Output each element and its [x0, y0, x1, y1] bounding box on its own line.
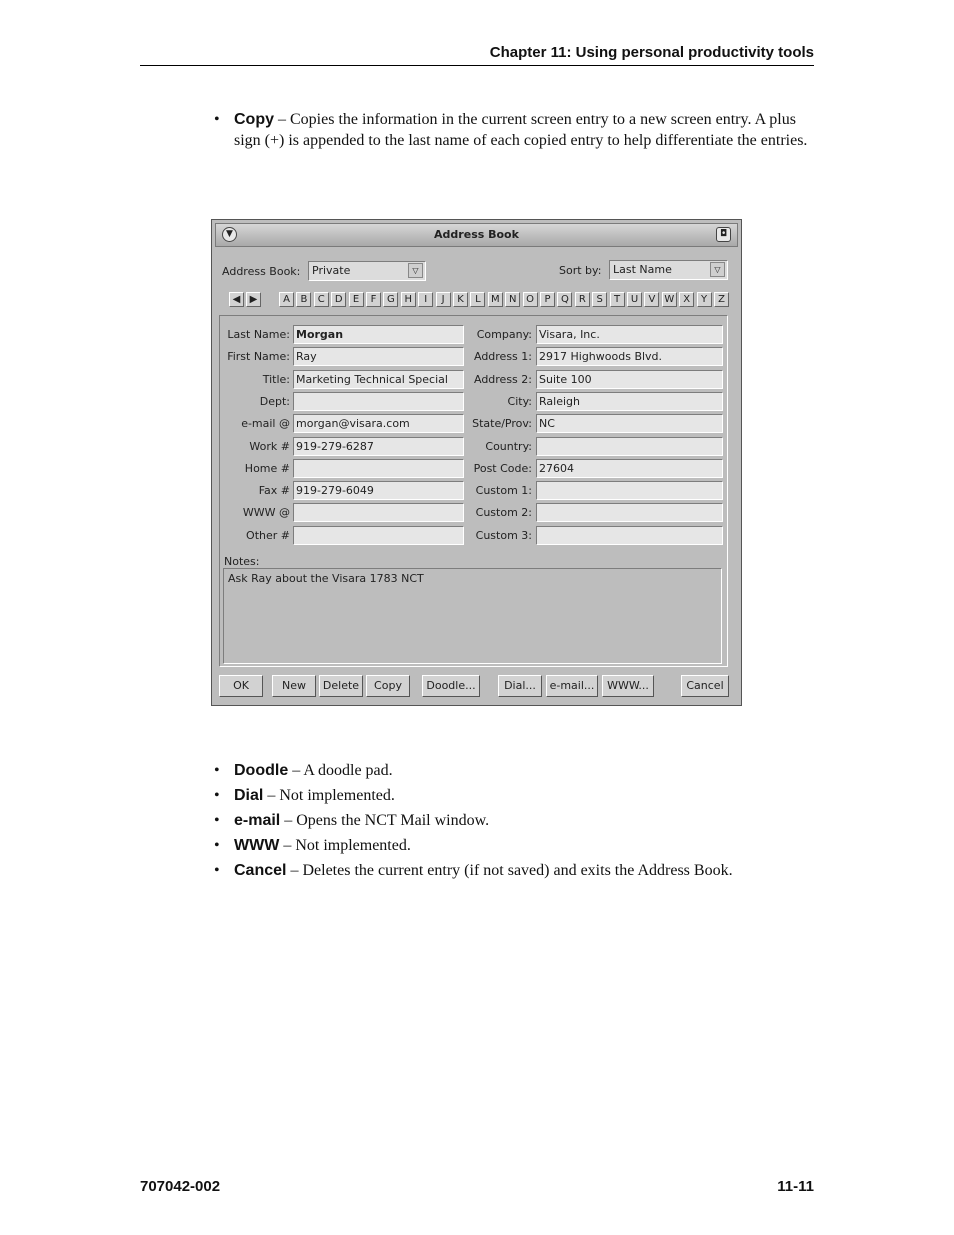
letter-button-s[interactable]: S — [592, 292, 607, 307]
dial-button[interactable]: Dial... — [498, 675, 542, 697]
letter-button-j[interactable]: J — [436, 292, 451, 307]
address-book-label: Address Book: — [222, 265, 301, 278]
field-input[interactable]: Ray — [293, 347, 464, 366]
www-button[interactable]: WWW... — [602, 675, 654, 697]
bullet-term: e-mail — [234, 812, 281, 829]
field-input[interactable] — [536, 481, 723, 500]
field-input[interactable] — [293, 392, 464, 411]
field-label: Address 2: — [473, 372, 532, 386]
header-rule — [140, 65, 814, 66]
field-input[interactable]: Raleigh — [536, 392, 723, 411]
letter-button-b[interactable]: B — [296, 292, 311, 307]
field-input[interactable]: Marketing Technical Special — [293, 370, 464, 389]
bullet-cancel — [214, 858, 814, 883]
letter-button-n[interactable]: N — [505, 292, 520, 307]
letter-button-z[interactable]: Z — [714, 292, 729, 307]
field-label: Custom 2: — [475, 506, 532, 520]
bullet-doodle — [214, 758, 814, 783]
letter-button-h[interactable]: H — [401, 292, 416, 307]
bullet-term: Doodle — [234, 762, 289, 779]
field-input[interactable]: morgan@visara.com — [293, 414, 464, 433]
previous-arrow-icon[interactable]: ◀ — [229, 292, 244, 307]
letter-button-t[interactable]: T — [610, 292, 625, 307]
button-bullet-list — [214, 758, 814, 883]
letter-button-g[interactable]: G — [383, 292, 398, 307]
doodle-button[interactable]: Doodle... — [422, 675, 480, 697]
bullet-text: – Opens the NCT Mail window. — [280, 812, 490, 829]
field-label: Home # — [244, 461, 290, 475]
field-label: Other # — [246, 528, 290, 542]
field-label: Country: — [485, 439, 532, 453]
bullet-email — [214, 808, 814, 833]
field-label: Title: — [262, 372, 290, 386]
letter-button-m[interactable]: M — [488, 292, 503, 307]
letter-button-q[interactable]: Q — [557, 292, 572, 307]
address-book-window — [211, 219, 742, 706]
field-label: Last Name: — [227, 328, 290, 341]
field-input[interactable]: 919-279-6049 — [293, 481, 464, 500]
letter-button-a[interactable]: A — [279, 292, 294, 307]
bullet-dial — [214, 783, 814, 808]
field-label: Post Code: — [473, 461, 532, 475]
copy-button[interactable]: Copy — [366, 675, 410, 697]
address-book-value: Private — [312, 264, 351, 277]
intro-bullet-list — [214, 109, 814, 151]
field-label: Fax # — [258, 484, 290, 498]
letter-button-o[interactable]: O — [523, 292, 538, 307]
field-input[interactable] — [536, 526, 723, 545]
field-input[interactable] — [536, 503, 723, 522]
field-label: e-mail @ — [241, 417, 290, 431]
field-input[interactable]: Suite 100 — [536, 370, 723, 389]
delete-button[interactable]: Delete — [319, 675, 363, 697]
bullet-text: – Deletes the current entry (if not saved) and exits the Address Book. — [286, 862, 733, 879]
letter-button-f[interactable]: F — [366, 292, 381, 307]
document-number: 707042-002 — [140, 1178, 221, 1195]
field-input[interactable]: 2917 Highwoods Blvd. — [536, 347, 723, 366]
field-label: First Name: — [227, 350, 290, 364]
email-button[interactable]: e-mail... — [546, 675, 598, 697]
bullet-www — [214, 833, 814, 858]
sort-by-select[interactable] — [609, 260, 728, 280]
field-input[interactable]: 919-279-6287 — [293, 437, 464, 456]
notes-textarea[interactable]: Ask Ray about the Visara 1783 NCT — [223, 568, 722, 664]
running-header: Chapter 11: Using personal productivity tools — [489, 44, 814, 61]
bullet-text: – Not implemented. — [279, 837, 411, 854]
field-input[interactable] — [536, 437, 723, 456]
letter-button-p[interactable]: P — [540, 292, 555, 307]
window-title: Address Book — [434, 228, 519, 241]
dropdown-arrow-icon[interactable]: ▽ — [710, 262, 725, 277]
letter-button-u[interactable]: U — [627, 292, 642, 307]
field-input[interactable]: NC — [536, 414, 723, 433]
page-number: 11-11 — [777, 1178, 814, 1195]
letter-button-y[interactable]: Y — [697, 292, 712, 307]
letter-button-d[interactable]: D — [331, 292, 346, 307]
letter-button-c[interactable]: C — [314, 292, 329, 307]
bullet-text: – Copies the information in the current screen entry to a new screen entry. A plus sign (+) is appended to the last name of each copied entry to help differentiate the entries. — [234, 111, 808, 149]
dropdown-arrow-icon[interactable]: ▽ — [408, 263, 423, 278]
letter-button-x[interactable]: X — [679, 292, 694, 307]
sort-by-value: Last Name — [613, 263, 672, 276]
field-label: Custom 1: — [475, 484, 532, 498]
window-menu-icon[interactable]: ▼ — [222, 227, 237, 242]
field-label: Custom 3: — [475, 528, 532, 542]
bullet-copy — [214, 109, 814, 151]
field-label: State/Prov: — [472, 417, 532, 431]
bullet-text: – A doodle pad. — [288, 762, 393, 779]
letter-button-e[interactable]: E — [349, 292, 364, 307]
cancel-button[interactable]: Cancel — [681, 675, 729, 697]
field-input[interactable]: Visara, Inc. — [536, 325, 723, 344]
next-arrow-icon[interactable]: ▶ — [246, 292, 261, 307]
field-label: Address 1: — [473, 350, 532, 364]
bullet-term: WWW — [234, 837, 280, 854]
new-button[interactable]: New — [272, 675, 316, 697]
field-input[interactable] — [293, 459, 464, 478]
field-input[interactable] — [293, 526, 464, 545]
letter-button-w[interactable]: W — [662, 292, 677, 307]
field-input[interactable]: Morgan — [293, 325, 464, 344]
bullet-term: Copy — [234, 111, 274, 128]
field-label: Work # — [249, 439, 290, 453]
title-bar[interactable] — [215, 223, 738, 247]
letter-button-i[interactable]: I — [418, 292, 433, 307]
field-input[interactable] — [293, 503, 464, 522]
sort-by-label: Sort by: — [559, 264, 602, 277]
bullet-term: Dial — [234, 787, 264, 804]
window-close-icon[interactable]: ◘ — [716, 227, 731, 242]
field-label: Dept: — [259, 394, 290, 408]
letter-button-r[interactable]: R — [575, 292, 590, 307]
field-label: City: — [507, 394, 532, 408]
letter-button-k[interactable]: K — [453, 292, 468, 307]
bullet-term: Cancel — [234, 862, 287, 879]
ok-button[interactable]: OK — [219, 675, 263, 697]
notes-label: Notes: — [224, 555, 260, 568]
field-input[interactable]: 27604 — [536, 459, 723, 478]
bullet-text: – Not implemented. — [263, 787, 395, 804]
address-book-select[interactable] — [308, 261, 426, 281]
field-label: Company: — [476, 328, 532, 341]
field-label: WWW @ — [242, 506, 290, 520]
letter-button-l[interactable]: L — [470, 292, 485, 307]
letter-button-v[interactable]: V — [644, 292, 659, 307]
